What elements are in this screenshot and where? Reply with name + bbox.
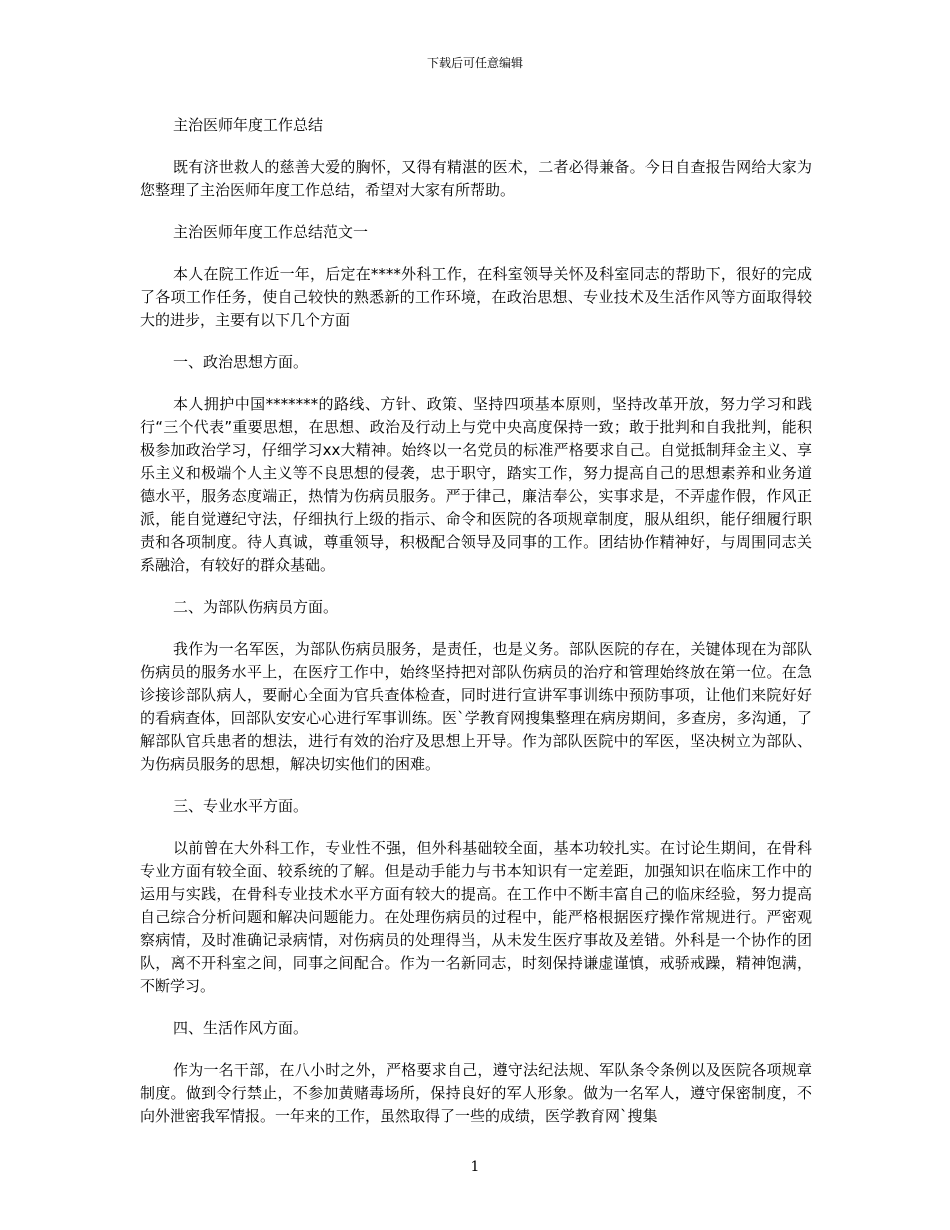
document-body (140, 114, 812, 1147)
section-heading-professional: 三、专业水平方面。 (173, 797, 309, 815)
section-body-political: 本人拥护中国*******的路线、方针、政策、坚持四项基本原则，坚持改革开放，努力学习和践行“三个代表”重要思想，在思想、政治及行动上与党中央高度保持一致；敢于批判和自我批判，能积极参加政治学习，仔细学习xx大精神。始终以一名党员的标准严格要求自己。自觉抵制拜金主义、享乐主义和极端个人主义等不良思想的侵袭，忠于职守，踏实工作，努力提高自己的思想素养和业务道德水平，服务态度端正，热情为伤病员服务。严于律己，廉洁奉公，实事求是，不弄虚作假，作风正派，能自觉遵纪守法，仔细执行上级的指示、命令和医院的各项规章制度，服从组织，能仔细履行职责和各项制度。待人真诚，尊重领导，积极配合领导及同事的工作。团结协作精神好，与周围同志关系融洽，有较好的群众基础。 (140, 395, 812, 574)
opening-paragraph: 本人在院工作近一年，后定在****外科工作，在科室领导关怀及科室同志的帮助下，很好的完成了各项工作任务，使自己较快的熟悉新的工作环境，在政治思想、专业技术及生活作风等方面取得较大的进步，主要有以下几个方面 (140, 265, 812, 329)
section-body-professional: 以前曾在大外科工作，专业性不强，但外科基础较全面，基本功较扎实。在讨论生期间，在骨科专业方面有较全面、较系统的了解。但是动手能力与书本知识有一定差距，加强知识在临床工作中的运用与实践，在骨科专业技术水平方面有较大的提高。在工作中不断丰富自己的临床经验，努力提高自己综合分析问题和解决问题能力。在处理伤病员的过程中，能严格根据医疗操作常规进行。严密观察病情，及时准确记录病情，对伤病员的处理得当，从未发生医疗事故及差错。外科是一个协作的团队，离不开科室之间，同事之间配合。作为一名新同志，时刻保持谦虚谨慎，戒骄戒躁，精神饱满，不断学习。 (140, 839, 812, 995)
section-body-lifestyle: 作为一名干部，在八小时之外，严格要求自己，遵守法纪法规、军队条令条例以及医院各项规章制度。做到令行禁止，不参加黄赌毒场所，保持良好的军人形象。做为一名军人，遵守保密制度，不向外泄密我军情报。一年来的工作，虽然取得了一些的成绩，医学教育网`搜集 (140, 1061, 812, 1125)
section-body-patients: 我作为一名军医，为部队伤病员服务，是责任，也是义务。部队医院的存在，关键体现在为部队伤病员的服务水平上，在医疗工作中，始终坚持把对部队伤病员的治疗和管理始终放在第一位。在急诊接诊部队病人，要耐心全面为官兵查体检查，同时进行宣讲军事训练中预防事项，让他们来院好好的看病查体，回部队安安心心进行军事训练。医`学教育网搜集整理在病房期间，多查房，多沟通，了解部队官兵患者的想法，进行有效的治疗及思想上开导。作为部队医院中的军医，坚决树立为部队、为伤病员服务的思想，解决切实他们的困难。 (140, 640, 812, 773)
section-heading-lifestyle: 四、生活作风方面。 (173, 1019, 309, 1037)
page-header: 下载后可任意编辑 (426, 56, 523, 70)
intro-paragraph: 既有济世救人的慈善大爱的胸怀，又得有精湛的医术，二者必得兼备。今日自查报告网给大家为您整理了主治医师年度工作总结，希望对大家有所帮助。 (140, 158, 812, 199)
section-heading-political: 一、政治思想方面。 (173, 353, 309, 371)
page-number: 1 (470, 1159, 480, 1175)
section-heading-patients: 二、为部队伤病员方面。 (173, 598, 339, 616)
document-title: 主治医师年度工作总结 (173, 116, 324, 134)
sample-title: 主治医师年度工作总结范文一 (173, 223, 369, 241)
